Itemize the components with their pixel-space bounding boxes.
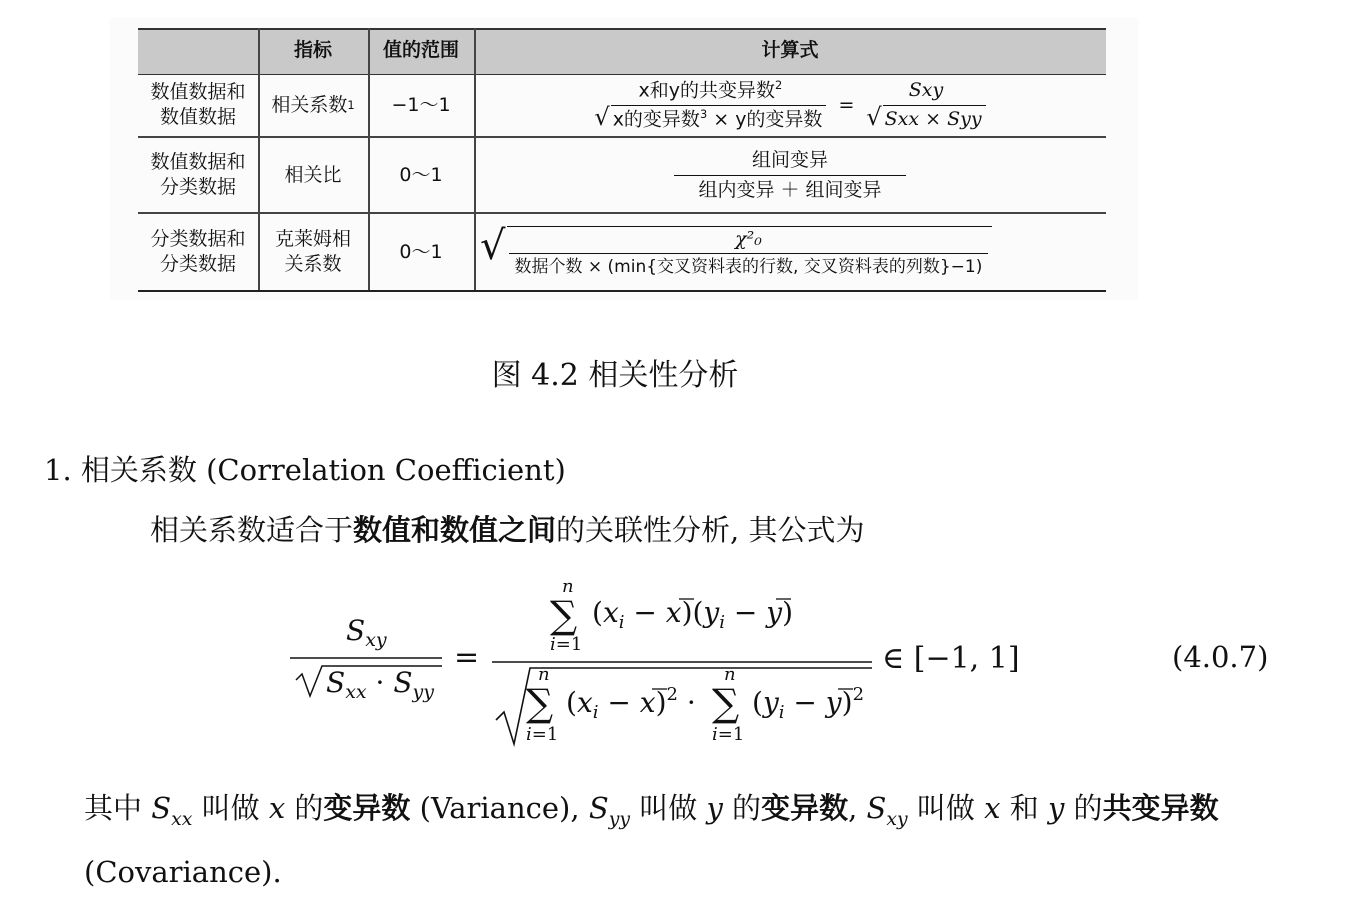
section-number: 1. <box>44 453 72 487</box>
row3-formula-num: χ²₀ <box>735 227 762 250</box>
bold-variance: 变异数 <box>323 791 411 825</box>
row1-range: −1～1 <box>391 93 451 116</box>
svg-text:i=1: i=1 <box>712 724 745 745</box>
svg-text:Sxx · Syy: $S_{xx} \cdot S_{yy}$ <box>326 666 434 703</box>
svg-text:∑: ∑ <box>550 593 578 637</box>
row2-formula-num: 组间变异 <box>751 148 828 171</box>
svg-text:n: n <box>562 576 574 597</box>
row1-formula-num-sup: 2 <box>775 77 783 92</box>
svg-text:n: n <box>724 664 736 685</box>
svg-text:(xi − x)2 ·: $(x_i - x)^2$ · <box>566 684 696 723</box>
row3-formula: √ $\frac{\text{χ²₀}}{\text{数据个数 × (min\{交叉资料表的行数, 交叉资料表的列数\}−1)}}$ <box>474 214 1106 290</box>
row2-type: 数值数据和分类数据 <box>150 151 246 198</box>
header-metric: 指标 <box>293 38 332 61</box>
p2-text-2: 叫做 <box>201 791 260 825</box>
row1-metric-sup: 1 <box>347 97 355 112</box>
var-x: x <box>268 791 286 825</box>
p2-text-6: 的 <box>732 791 762 825</box>
equation-number: (4.0.7) <box>1172 640 1269 674</box>
p2-text-7: , <box>848 791 858 825</box>
svg-text:n: n <box>538 664 550 685</box>
bold-variance-2: 变异数 <box>761 791 849 825</box>
row3-type: 分类数据和分类数据 <box>150 228 246 275</box>
svg-text:∈ [−1, 1]: ∈ [−1, 1] <box>882 641 1020 676</box>
svg-text:i=1: i=1 <box>526 724 559 745</box>
header-range: 值的范围 <box>382 38 459 61</box>
row1-formula-den-b: y的变异数 <box>735 108 823 131</box>
section-heading <box>44 448 566 489</box>
p2-text-1: 其中 <box>84 791 143 825</box>
svg-text:∑: ∑ <box>526 681 554 725</box>
p2-text-10: 的 <box>1073 791 1103 825</box>
header-formula: 计算式 <box>761 38 819 61</box>
svg-text:=: = <box>454 640 480 675</box>
svg-text:i=1: i=1 <box>550 634 583 655</box>
para1-bold: 数值和数值之间 <box>353 513 557 547</box>
row1-formula-rhs-num: Sxy <box>908 79 944 102</box>
row1-formula-left: x和y的共变异数$^2$ √ x的变异数$^3$ × y的变异数 <box>594 78 826 132</box>
paragraph-definitions <box>84 782 1284 898</box>
var-sxx: $S_{xx}$ <box>151 791 193 830</box>
row2-metric: 相关比 <box>284 163 342 186</box>
p2-text-3: 的 <box>294 791 324 825</box>
figure-caption: 图 4.2 相关性分析 <box>491 358 739 393</box>
row3-metric: 克莱姆相关系数 <box>274 228 351 275</box>
p2-text-8: 叫做 <box>916 791 975 825</box>
row1-formula-den-a: x的变异数 <box>612 108 700 131</box>
row1-formula-equals: = <box>838 93 855 116</box>
para1-pre: 相关系数适合于 <box>150 513 354 547</box>
bold-covariance: 共变异数 <box>1102 791 1219 825</box>
row3-range: 0～1 <box>399 240 443 263</box>
row3-formula-den: 数据个数 × (min{交叉资料表的行数, 交叉资料表的列数}−1) <box>509 253 989 278</box>
correlation-table-image <box>110 18 1138 300</box>
row1-metric <box>258 74 368 136</box>
row1-formula-num: x和y的共变异数 <box>638 79 776 102</box>
row2-formula <box>474 138 1106 212</box>
row1-formula-rhs-den: Sxx × Syy <box>883 105 986 132</box>
var-x-2: x <box>984 791 1001 825</box>
p2-text-9: 和 <box>1009 791 1039 825</box>
svg-text:∑: ∑ <box>712 681 740 725</box>
row2-range: 0～1 <box>399 163 443 186</box>
var-y: y <box>706 791 723 825</box>
paragraph-intro <box>150 508 864 549</box>
svg-text:(xi − x)(yi − y): $(x_i - x)(y_i - y)$ <box>592 596 794 633</box>
var-sxy: $S_{xy}$ <box>866 791 908 830</box>
para1-post: 的关联性分析, 其公式为 <box>556 513 865 547</box>
row1-formula-den-a-sup: 3 <box>699 107 708 121</box>
row1-type: 数值数据和数值数据 <box>150 81 246 128</box>
section-title: 相关系数 (Correlation Coefficient) <box>80 453 566 487</box>
svg-text:Sxy: $S_{xy}$ <box>346 614 387 651</box>
correlation-table <box>138 28 1106 292</box>
p2-text-4: (Variance), <box>419 791 580 825</box>
display-equation <box>286 570 1046 750</box>
svg-text:(yi − y)2: $(y_i - y)^2$ <box>752 684 865 723</box>
p2-text-5: 叫做 <box>639 791 698 825</box>
p2-text-11: (Covariance). <box>84 854 282 889</box>
row1-formula <box>474 74 1106 136</box>
row2-formula-den: 组内变异 ＋ 组间变异 <box>674 175 905 203</box>
row1-formula-right: Sxy √ Sxx × Syy <box>866 78 985 131</box>
var-y-2: y <box>1047 791 1065 825</box>
var-syy: $S_{yy}$ <box>588 791 630 830</box>
row1-metric-text: 相关系数 <box>271 93 348 116</box>
